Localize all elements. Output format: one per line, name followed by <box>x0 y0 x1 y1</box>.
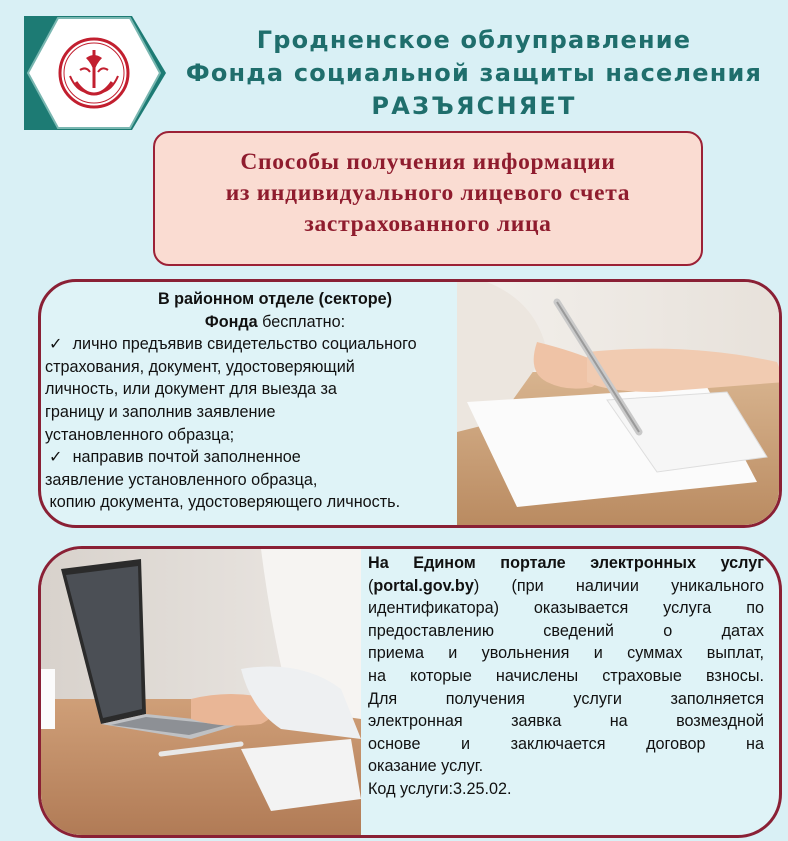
header-line-2: Фонда социальной защиты населения <box>185 59 763 87</box>
fszn-emblem-icon <box>24 16 166 130</box>
section-online-portal <box>38 546 782 838</box>
section1-sub-rest: бесплатно: <box>257 312 346 331</box>
item1-line-5: установленного образца; <box>45 425 235 444</box>
item2-line-1: направив почтой заполненное <box>72 448 301 467</box>
item1-line-4: границу и заполнив заявление <box>45 402 276 421</box>
check-icon: ✓ <box>49 335 63 354</box>
section1-heading: В районном отделе (секторе) <box>157 290 393 308</box>
s2-line-5: на которые начислены страховые взносы. <box>368 666 764 685</box>
portal-link[interactable]: portal.gov.by <box>373 576 474 595</box>
section2-text: На Едином портале электронных услуг (portal.gov.by) (при наличии уникального идентификатора) оказывается услуга по предоставлению сведений о датах приема и увольнения и суммах выплат, на которые начислены страховые взносы. Для получения услуги заполняется электронная заявка на возмездной основе и заключается договор на оказание услуг. Код услуги:3.25.02. <box>368 552 764 801</box>
hand-writing-photo <box>457 282 782 528</box>
item2-line-2: заявление установленного образца, <box>45 470 318 489</box>
s2-line-9: оказание услуг. <box>368 757 484 776</box>
s2-line-8: основе и заключается договор на <box>368 734 764 753</box>
item1-line-1: лично предъявив свидетельство социального <box>72 335 417 354</box>
title-box <box>153 131 703 266</box>
section-district-office <box>38 279 782 528</box>
item1-line-3: личность, или документ для выезда за <box>45 380 337 399</box>
title-line-2: из индивидуального лицевого счета <box>225 180 631 206</box>
s2-line-3: предоставлению сведений о датах <box>368 621 764 640</box>
header-line-3: РАЗЪЯСНЯЕТ <box>371 92 577 120</box>
s2-line-1: (при наличии уникального <box>511 576 764 595</box>
s2-line-4: приема и увольнения и суммах выплат, <box>368 644 764 663</box>
logo <box>24 16 166 130</box>
s2-line-2: идентификатора) оказывается услуга по <box>368 599 764 618</box>
title-line-1: Способы получения информации <box>240 149 616 175</box>
page-header <box>160 24 788 123</box>
header-line-1: Гродненское облуправление <box>256 26 692 54</box>
service-code: Код услуги:3.25.02. <box>368 779 512 798</box>
s2-line-6: Для получения услуги заполняется <box>368 689 764 708</box>
item1-line-2: страхования, документ, удостоверяющий <box>45 357 355 376</box>
item2-line-3: копию документа, удостоверяющего личность. <box>45 493 401 512</box>
check-icon: ✓ <box>49 448 63 467</box>
s2-line-7: электронная заявка на возмездной <box>368 712 764 731</box>
title-line-3: застрахованного лица <box>304 211 552 237</box>
section2-heading: На Едином портале электронных услуг <box>368 554 764 572</box>
laptop-typing-photo <box>41 549 361 838</box>
section1-text <box>45 288 505 514</box>
section1-sub-bold: Фонда <box>204 312 258 331</box>
